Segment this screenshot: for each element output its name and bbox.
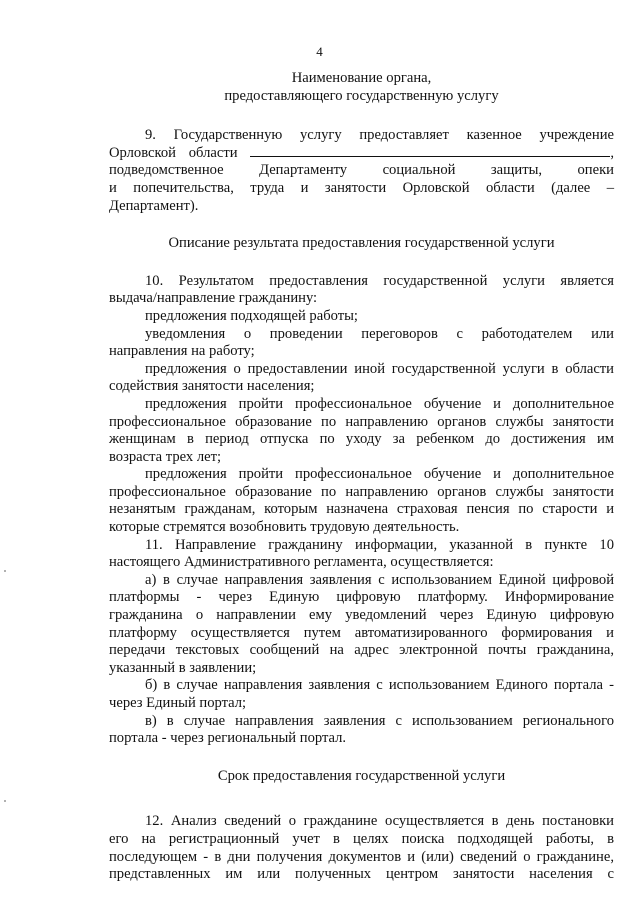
text-line: через Единый портал; bbox=[109, 695, 247, 711]
paragraph-11 bbox=[109, 537, 614, 748]
text-line: и попечительства, труда и занятости Орловской области (далее – bbox=[109, 179, 614, 196]
text-line: 11. Направление гражданину информации, указанной в пункте 10 bbox=[145, 536, 614, 553]
scan-mark bbox=[4, 570, 6, 572]
scan-mark bbox=[4, 800, 6, 802]
text-line: профессиональное образование по направлению органов службы занятости bbox=[109, 413, 614, 430]
list-item: предложения о предоставлении иной государственной услуги в области bbox=[145, 360, 614, 377]
text-line: последующем - в дни получения документов и (или) сведений о гражданине, bbox=[109, 848, 614, 865]
text-line: содействия занятости населения; bbox=[109, 378, 315, 395]
text-line: гражданина о направлении ему уведомлений через Единую цифровую bbox=[109, 607, 614, 624]
heading-line: предоставляющего государственную услугу bbox=[224, 87, 499, 104]
list-item: предложения подходящей работы; bbox=[145, 307, 358, 324]
list-item: а) в случае направления заявления с использованием Единой цифровой bbox=[145, 571, 614, 588]
heading-result: Описание результата предоставления государственной услуги bbox=[168, 235, 555, 252]
list-item: б) в случае направления заявления с использованием Единого портала - bbox=[145, 677, 614, 694]
text-line: незанятым гражданам, которым назначена страховая пенсия по старости и bbox=[109, 501, 614, 518]
text-line: настоящего Административного регламента, осуществляется: bbox=[109, 554, 494, 571]
list-item: предложения пройти профессиональное обучение и дополнительное bbox=[145, 466, 614, 483]
text-fragment: , bbox=[610, 144, 614, 161]
text-line: его на регистрационный учет в целях поиска подходящей работы, в bbox=[109, 830, 614, 847]
text-line: 9. Государственную услугу предоставляет казенное учреждение bbox=[145, 127, 614, 144]
text-line: женщинам в период отпуска по уходу за ребенком до достижения им bbox=[109, 431, 614, 448]
paragraph-10 bbox=[109, 273, 614, 537]
heading-line: Наименование органа, bbox=[291, 70, 432, 86]
list-item: предложения пройти профессиональное обучение и дополнительное bbox=[145, 395, 614, 412]
text-line: выдача/направление гражданину: bbox=[109, 290, 318, 307]
heading-organ bbox=[109, 70, 614, 105]
heading-term: Срок предоставления государственной услуги bbox=[217, 767, 506, 784]
text-line: платформы - через Единую цифровую платформу. Информирование bbox=[109, 589, 614, 606]
text-line: платформу осуществляется путем автоматизированного формирования и bbox=[109, 624, 614, 641]
text-line: Департамент). bbox=[109, 197, 199, 214]
blank-field bbox=[250, 145, 610, 157]
paragraph-9 bbox=[109, 127, 614, 215]
text-line: представленных им или полученных центром занятости населения с bbox=[109, 866, 614, 883]
text-line: 12. Анализ сведений о гражданине осуществляется в день постановки bbox=[145, 813, 614, 830]
text-line: которые стремятся возобновить трудовую деятельность. bbox=[109, 519, 460, 536]
text-line: передачи текстовых сообщений на адрес электронной почты гражданина, bbox=[109, 642, 614, 659]
text-line: направления на работу; bbox=[109, 343, 255, 360]
text-line: профессиональное образование по направлению органов службы занятости bbox=[109, 483, 614, 500]
text-line: указанный в заявлении; bbox=[109, 659, 257, 676]
text-line bbox=[109, 145, 614, 163]
text-line: подведомственное Департаменту социальной защиты, опеки bbox=[109, 162, 614, 179]
list-item: уведомления о проведении переговоров с работодателем или bbox=[145, 325, 614, 342]
document-body bbox=[109, 70, 614, 884]
text-fragment: Орловской области bbox=[109, 144, 238, 161]
paragraph-12 bbox=[109, 813, 614, 883]
text-line: портала - через региональный портал. bbox=[109, 730, 347, 747]
text-line: возраста трех лет; bbox=[109, 448, 222, 465]
list-item: в) в случае направления заявления с использованием регионального bbox=[145, 712, 614, 729]
text-line: 10. Результатом предоставления государственной услуги является bbox=[145, 272, 614, 289]
page-number: 4 bbox=[316, 44, 323, 59]
